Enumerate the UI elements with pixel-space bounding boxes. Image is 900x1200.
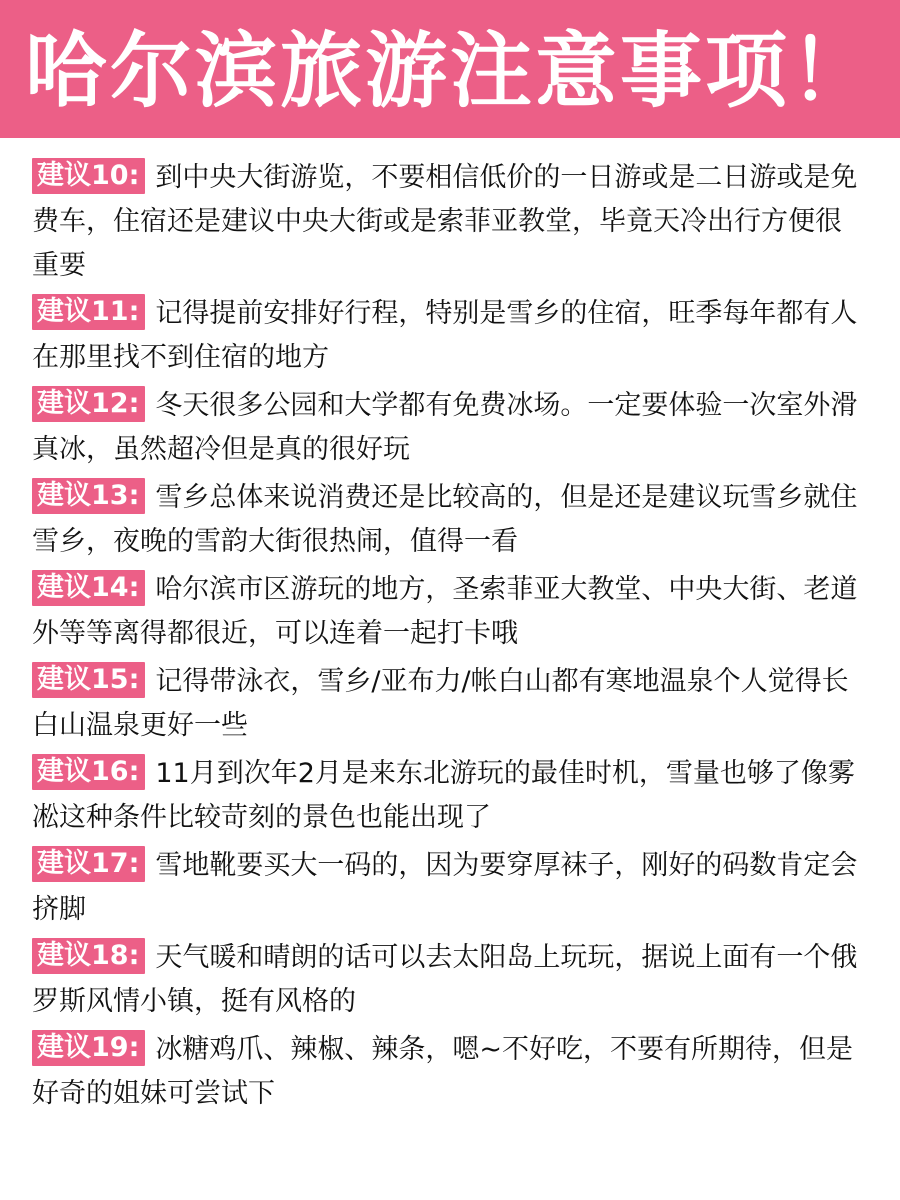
tip-label-badge: 建议17: xyxy=(32,846,145,882)
tip-text: 冰糖鸡爪、辣椒、辣条，嗯~不好吃，不要有所期待，但是好奇的姐妹可尝试下 xyxy=(32,1034,853,1109)
page-title: 哈尔滨旅游注意事项！ xyxy=(24,24,875,119)
tip-item-18 xyxy=(32,936,862,1024)
tip-text: 到中央大街游览，不要相信低价的一日游或是二日游或是免费车，住宿还是建议中央大街或是索菲亚教堂，毕竟天冷出行方便很重要 xyxy=(32,162,858,281)
title-banner xyxy=(0,0,900,138)
tip-label-badge: 建议19: xyxy=(32,1030,145,1066)
tip-item-13 xyxy=(32,476,862,564)
tip-item-14 xyxy=(32,568,862,656)
tip-item-12 xyxy=(32,384,862,472)
tip-label-badge: 建议12: xyxy=(32,386,145,422)
tip-text: 11月到次年2月是来东北游玩的最佳时机，雪量也够了像雾凇这种条件比较苛刻的景色也能出现了 xyxy=(32,758,855,833)
tip-label-badge: 建议16: xyxy=(32,754,145,790)
tip-item-15 xyxy=(32,660,862,748)
tip-text: 雪乡总体来说消费还是比较高的，但是还是建议玩雪乡就住雪乡，夜晚的雪韵大街很热闹，值得一看 xyxy=(32,482,858,557)
tip-item-17 xyxy=(32,844,862,932)
tip-text: 记得提前安排好行程，特别是雪乡的住宿，旺季每年都有人在那里找不到住宿的地方 xyxy=(32,298,858,373)
tip-text: 雪地靴要买大一码的，因为要穿厚袜子，刚好的码数肯定会挤脚 xyxy=(32,850,858,925)
tip-text: 冬天很多公园和大学都有免费冰场。一定要体验一次室外滑真冰，虽然超冷但是真的很好玩 xyxy=(32,390,858,465)
tip-item-11 xyxy=(32,292,862,380)
tip-item-16 xyxy=(32,752,862,840)
tip-label-badge: 建议15: xyxy=(32,662,145,698)
tip-text: 哈尔滨市区游玩的地方，圣索菲亚大教堂、中央大街、老道外等等离得都很近，可以连着一起打卡哦 xyxy=(32,574,858,649)
tip-label-badge: 建议13: xyxy=(32,478,145,514)
tip-item-19 xyxy=(32,1028,862,1116)
tip-label-badge: 建议10: xyxy=(32,158,145,194)
tip-text: 记得带泳衣，雪乡/亚布力/帐白山都有寒地温泉个人觉得长白山温泉更好一些 xyxy=(32,666,849,741)
tip-label-badge: 建议11: xyxy=(32,294,145,330)
tip-item-10 xyxy=(32,156,862,288)
tip-label-badge: 建议14: xyxy=(32,570,145,606)
tip-label-badge: 建议18: xyxy=(32,938,145,974)
tips-list xyxy=(0,156,900,1116)
tip-text: 天气暖和晴朗的话可以去太阳岛上玩玩，据说上面有一个俄罗斯风情小镇，挺有风格的 xyxy=(32,942,858,1017)
